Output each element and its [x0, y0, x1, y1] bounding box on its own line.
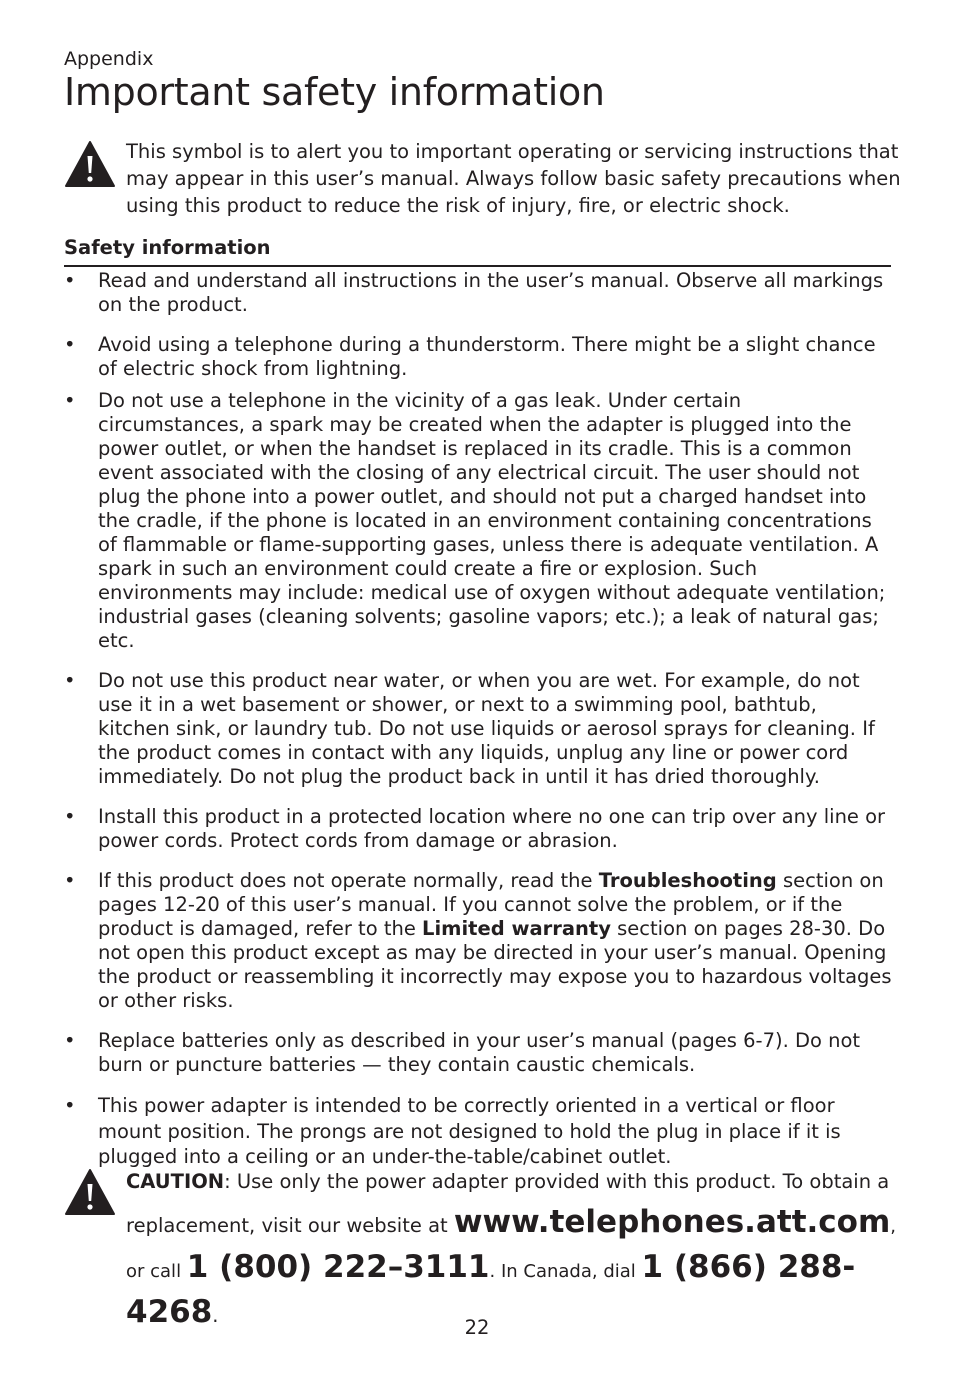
list-item: [64, 269, 894, 317]
list-item: [64, 333, 894, 381]
bullet: •: [64, 389, 76, 412]
website-link[interactable]: www.telephones.att.com: [453, 1204, 891, 1240]
bullet: •: [64, 333, 76, 356]
item-text: Install this product in a protected location where no one can trip over any line or power cords. Protect cords from damage or abrasion.: [98, 805, 886, 852]
bullet: •: [64, 805, 76, 828]
item-text: section on pages 28-30. Do not open this product except as may be directed in your user’s manual. Opening the product or reassembling it incorrectly may expose you to hazardous voltages or other risks.: [98, 917, 892, 1012]
warning-triangle-icon: [64, 1168, 116, 1216]
caution-label: CAUTION: [126, 1170, 225, 1193]
item-text: Avoid using a telephone during a thunderstorm. There might be a slight chance of electric shock from lightning.: [98, 333, 876, 380]
bullet: •: [64, 869, 76, 892]
item-text: Read and understand all instructions in the user’s manual. Observe all markings on the product.: [98, 269, 884, 316]
intro-text: This symbol is to alert you to important operating or servicing instructions that may appear in this user’s manual. Always follow basic safety precautions when using this product to reduce the risk of injury, fire, or electric shock.: [126, 140, 901, 217]
caution-notice: [126, 1162, 906, 1336]
item-text: This power adapter is intended to be correctly oriented in a vertical or floor mount position. The prongs are not designed to hold the plug in place if it is plugged into a ceiling or an under-the-table/cabinet outlet.: [98, 1094, 841, 1168]
troubleshooting-ref: Troubleshooting: [598, 869, 777, 892]
list-item: [64, 669, 894, 789]
page-title: Important safety information: [64, 70, 605, 114]
section-label: Appendix: [64, 48, 154, 70]
warning-triangle-icon: [64, 140, 116, 188]
caution-text: . In Canada, dial: [489, 1261, 642, 1282]
safety-heading: Safety information: [64, 236, 271, 259]
bullet: •: [64, 1029, 76, 1052]
item-text: Do not use this product near water, or when you are wet. For example, do not use it in a wet basement or shower, or next to a swimming pool, bathtub, kitchen sink, or laundry tub. Do not use liquids or aerosol sprays for cleaning. If the product comes in contact with any liquids, unplug any line or power cord immediately. Do not plug the product back in until it has dried thoroughly.: [98, 669, 875, 788]
phone-us[interactable]: 1 (800) 222–3111: [186, 1249, 490, 1285]
list-item: [64, 389, 894, 653]
phone-canada[interactable]: 1 (866) 288-4268: [126, 1249, 856, 1330]
bullet: •: [64, 269, 76, 292]
safety-list: [64, 269, 894, 1186]
page-number: 22: [464, 1316, 490, 1339]
item-text: Do not use a telephone in the vicinity of a gas leak. Under certain circumstances, a spark may be created when the adapter is plugged into the power outlet, or when the handset is replaced in its cradle. This is a common event associated with the closing of any electrical circuit. The user should not plug the phone into a power outlet, and should not put a charged handset into the cradle, if the phone is located in an environment containing concentrations of flammable or flame-supporting gases, unless there is adequate ventilation. A spark in such an environment could create a fire or explosion. Such environments may include: medical use of oxygen without adequate ventilation; industrial gases (cleaning solvents; gasoline vapors; etc.); a leak of natural gas; etc.: [98, 389, 886, 652]
caution-text: , or call: [126, 1216, 897, 1282]
item-text: If this product does not operate normally, read the: [98, 869, 599, 892]
list-item: [64, 1093, 894, 1170]
heading-rule: [64, 265, 891, 267]
limited-warranty-ref: Limited warranty: [422, 917, 611, 940]
item-text: section on pages 12-20 of this user’s manual. If you cannot solve the problem, or if the product is damaged, refer to the: [98, 869, 884, 940]
list-item: [64, 1029, 894, 1077]
caution-text: : Use only the power adapter provided with this product. To obtain a replacement, visit our website at: [126, 1170, 890, 1237]
item-text: Replace batteries only as described in your user’s manual (pages 6-7). Do not burn or puncture batteries — they contain caustic chemicals.: [98, 1029, 861, 1076]
bullet: •: [64, 669, 76, 692]
list-item-troubleshooting: [64, 869, 894, 1013]
list-item: [64, 805, 894, 853]
caution-text: .: [212, 1304, 219, 1327]
bullet: •: [64, 1094, 76, 1117]
